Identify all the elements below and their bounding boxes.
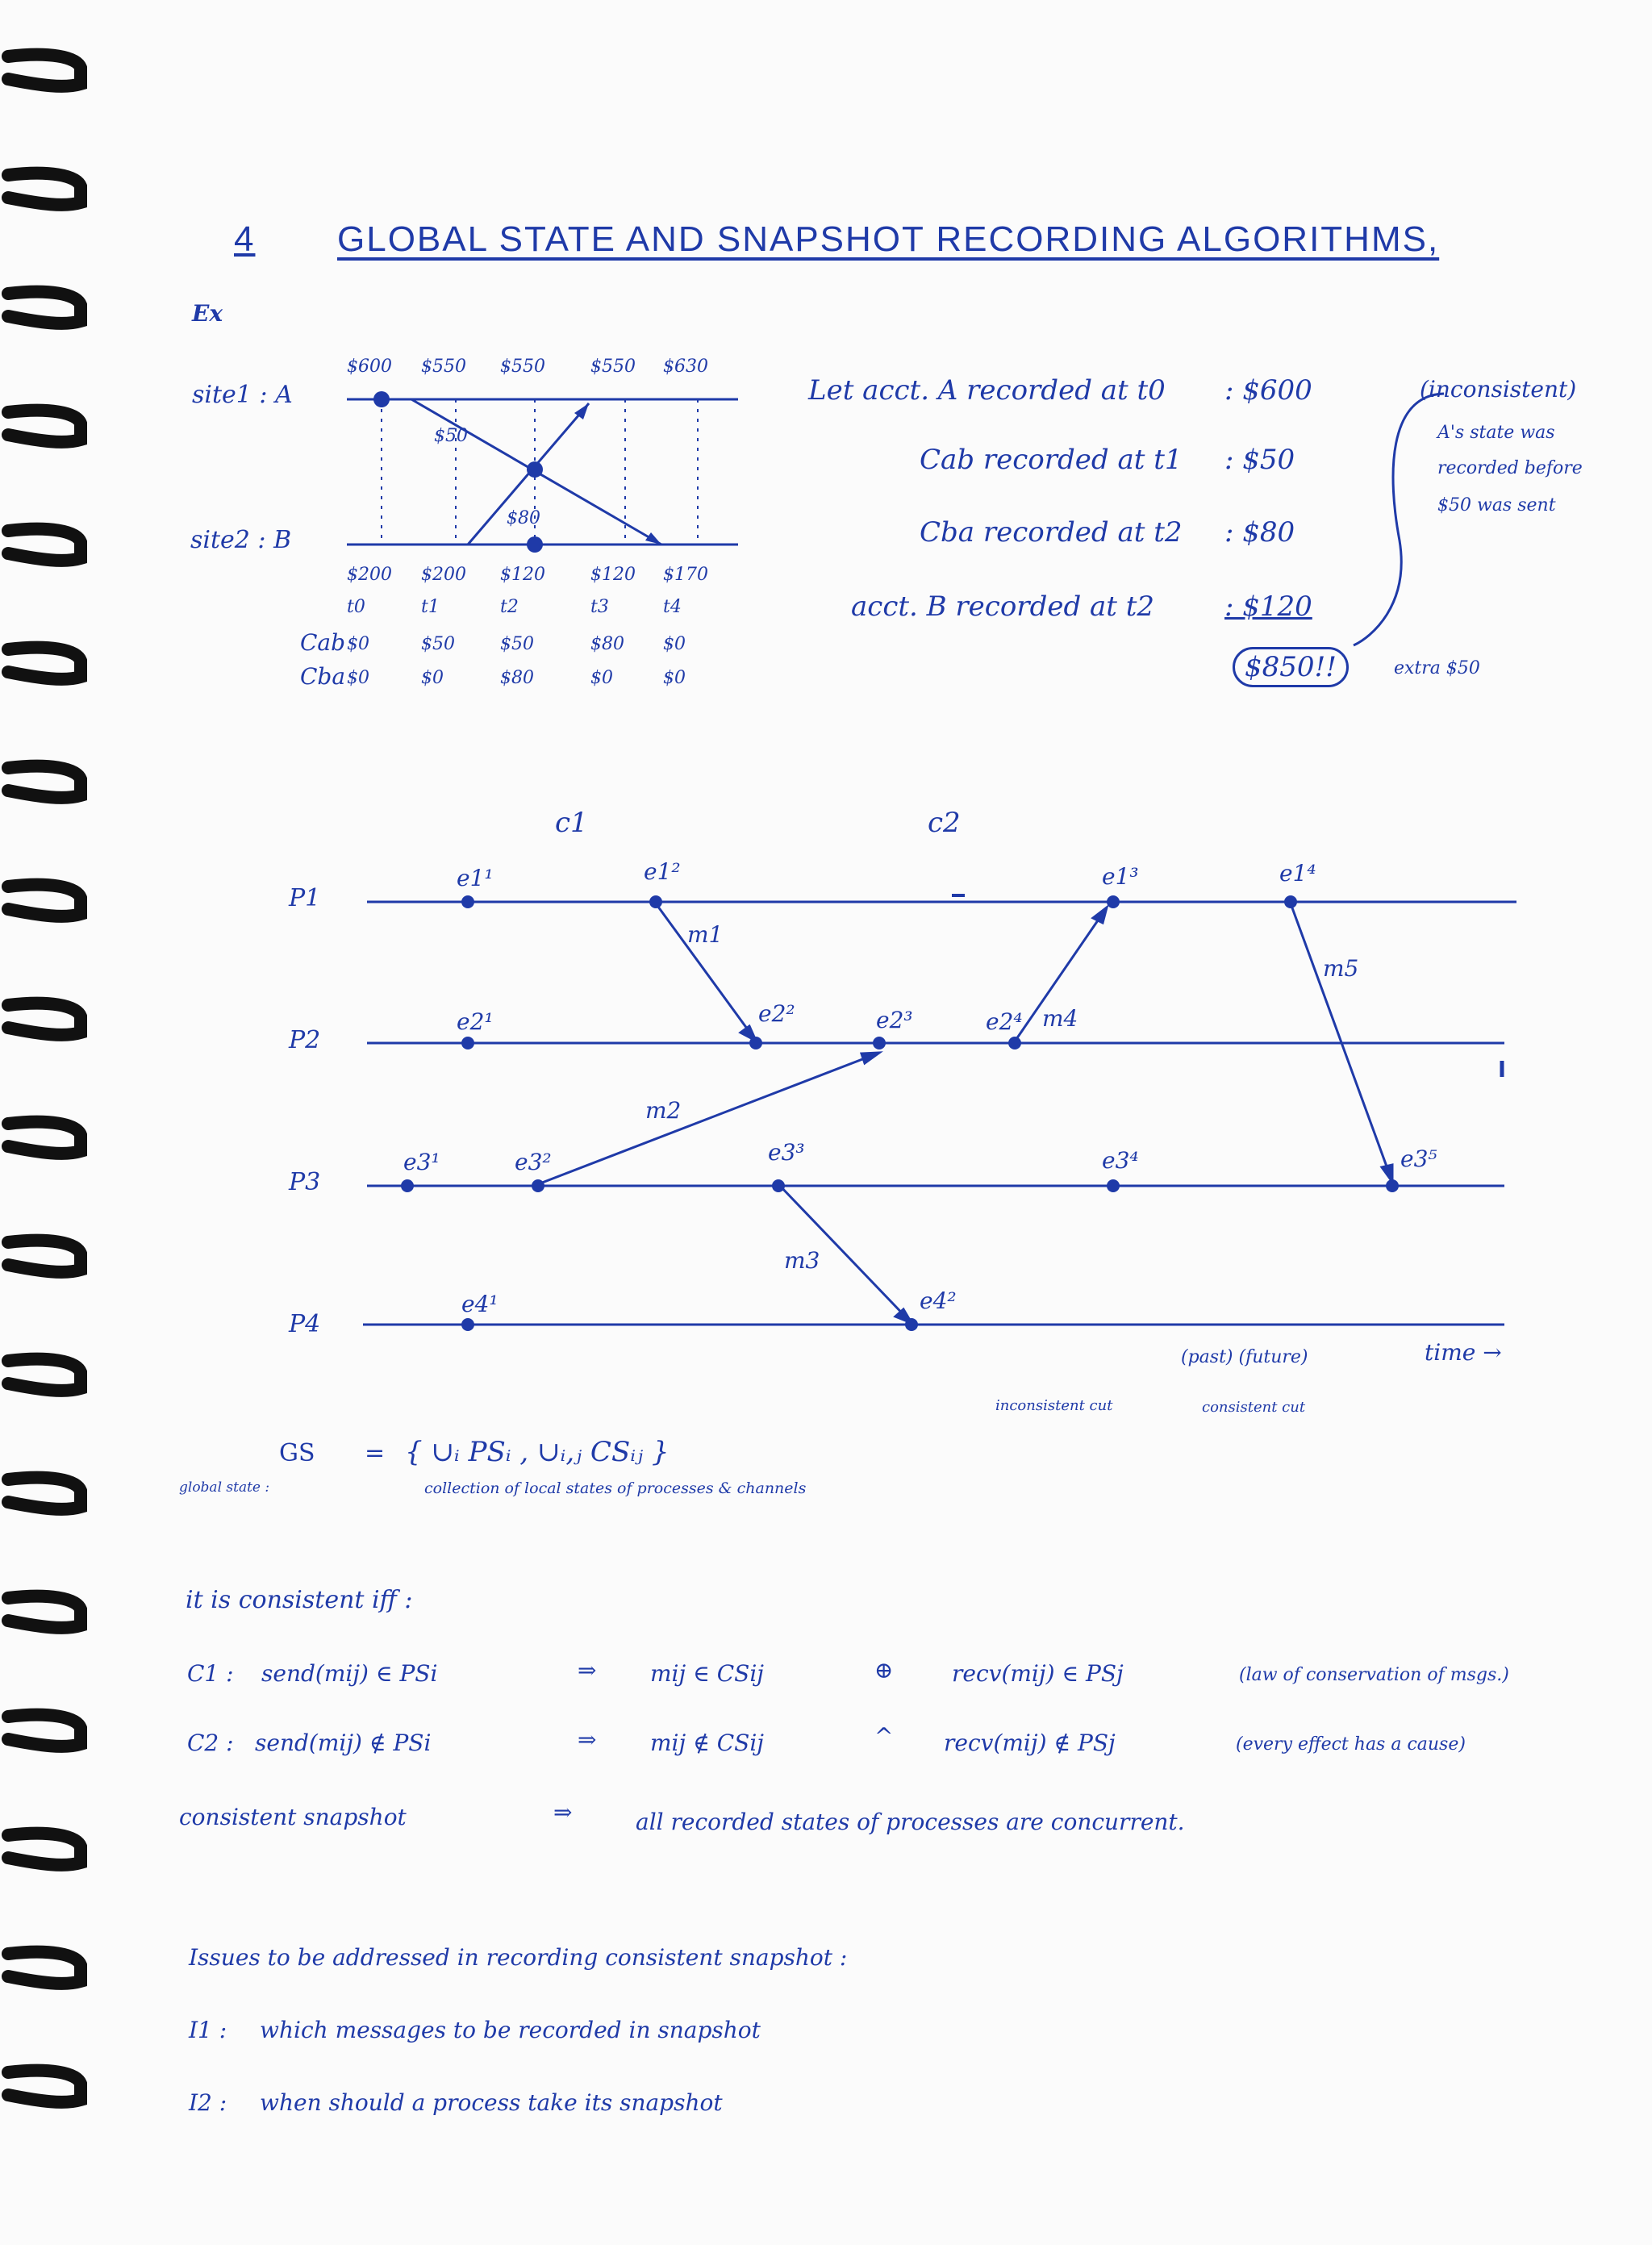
site-a-amount: $550 — [421, 357, 466, 377]
time-label: t2 — [500, 597, 519, 617]
note-line-2: recorded before — [1437, 458, 1583, 478]
inconsistent-note: (inconsistent) — [1420, 376, 1577, 403]
c1-mid: mij ∈ CSij — [650, 1660, 764, 1687]
cba-label: Cba — [300, 663, 346, 690]
time-axis-label: time → — [1425, 1339, 1502, 1366]
event-label-e2-4: e2⁴ — [986, 1008, 1023, 1035]
message-label-m4: m4 — [1042, 1005, 1078, 1032]
cba-value: $0 — [663, 668, 686, 688]
message-label-m5: m5 — [1323, 955, 1359, 982]
cut-label-c2: c2 — [928, 807, 961, 839]
cba-value: $80 — [500, 668, 534, 688]
note-bracket — [1339, 379, 1452, 670]
c1-arrow: ⇒ — [578, 1657, 597, 1684]
spiral-ring — [8, 1952, 81, 1984]
event-e3-1 — [401, 1179, 414, 1192]
issue-1-text: which messages to be recorded in snapshot — [260, 2017, 761, 2043]
cab-value: $50 — [421, 634, 455, 654]
c1-label: C1 : — [187, 1660, 234, 1687]
event-e4-2 — [905, 1318, 918, 1331]
issue-2-label: I2 : — [189, 2089, 227, 2116]
total-value: $850!! — [1233, 647, 1349, 687]
c2-left: send(mij) ∉ PSi — [255, 1730, 432, 1756]
issue-2-text: when should a process take its snapshot — [260, 2089, 723, 2116]
consistency-intro: it is consistent iff : — [186, 1586, 413, 1614]
message-m2 — [538, 1053, 879, 1184]
event-label-e1-1: e1¹ — [457, 865, 494, 891]
c2-label: C2 : — [187, 1730, 234, 1756]
msg-label-ba: $80 — [507, 508, 540, 528]
spiral-ring — [8, 292, 81, 323]
gs-formula: { ∪ᵢ PSᵢ , ∪ᵢ,ⱼ CSᵢⱼ } — [405, 1436, 670, 1468]
message-label-m2: m2 — [645, 1097, 682, 1124]
record-value-2: : $50 — [1224, 444, 1295, 476]
spiral-ring — [8, 411, 81, 442]
site-b-amount: $200 — [347, 565, 392, 585]
c1-right: recv(mij) ∈ PSj — [952, 1660, 1124, 1687]
process-label-p4: P4 — [289, 1310, 321, 1338]
spiral-ring — [8, 1596, 81, 1628]
cba-value: $0 — [347, 668, 369, 688]
space-time-diagram — [0, 791, 1652, 1387]
process-label-p3: P3 — [289, 1168, 321, 1196]
event-e1-1 — [461, 895, 474, 908]
consistent-snapshot-left: consistent snapshot — [179, 1804, 407, 1830]
note-line-1: A's state was — [1437, 423, 1555, 443]
page-title: GLOBAL STATE AND SNAPSHOT RECORDING ALGORITHMS, — [337, 219, 1440, 259]
event-e2-4 — [1008, 1037, 1021, 1049]
event-label-e3-5: e3⁵ — [1400, 1145, 1437, 1172]
spiral-ring — [8, 173, 81, 205]
cab-value: $0 — [663, 634, 686, 654]
gs-equals: = — [365, 1439, 386, 1467]
time-label: t4 — [663, 597, 682, 617]
event-label-e2-2: e2² — [758, 1000, 795, 1027]
message-label-m1: m1 — [687, 921, 724, 948]
record-line-3: Cba recorded at t2 — [920, 516, 1183, 549]
event-label-e3-2: e3² — [515, 1149, 552, 1175]
c2-arrow: ⇒ — [578, 1726, 597, 1753]
inconsistent-cut-label: inconsistent cut — [995, 1397, 1113, 1414]
time-label: t3 — [590, 597, 609, 617]
record-line-1: Let acct. A recorded at t0 — [808, 374, 1166, 407]
record-line-4: acct. B recorded at t2 — [851, 590, 1155, 623]
extra-note: extra $50 — [1394, 658, 1480, 678]
event-e1-4 — [1284, 895, 1297, 908]
process-label-p2: P2 — [289, 1026, 321, 1054]
event-e3-2 — [532, 1179, 544, 1192]
c1-left: send(mij) ∈ PSi — [261, 1660, 438, 1687]
message-label-m3: m3 — [784, 1247, 820, 1274]
event-e1-2 — [649, 895, 662, 908]
cab-value: $50 — [500, 634, 534, 654]
example-mark: Ex — [192, 300, 223, 327]
collection-note: collection of local states of processes & channels — [424, 1479, 807, 1497]
event-e2-1 — [461, 1037, 474, 1049]
event-e3-5 — [1386, 1179, 1399, 1192]
site-b-amount: $120 — [500, 565, 545, 585]
event-e3-3 — [772, 1179, 785, 1192]
consistent-cut-label: consistent cut — [1202, 1399, 1306, 1416]
time-label: t0 — [347, 597, 365, 617]
cut-label-c1: c1 — [555, 807, 588, 839]
record-value-4: : $120 — [1224, 590, 1312, 623]
record-value-1: : $600 — [1224, 374, 1312, 407]
record-event-b — [527, 536, 543, 553]
site-a-amount: $550 — [590, 357, 636, 377]
issue-1-label: I1 : — [189, 2017, 227, 2043]
event-e2-2 — [749, 1037, 762, 1049]
record-event-cab — [527, 461, 543, 478]
event-label-e1-2: e1² — [644, 858, 681, 885]
event-label-e3-3: e3³ — [768, 1139, 805, 1166]
c2-mid: mij ∉ CSij — [650, 1730, 764, 1756]
site-b-amount: $120 — [590, 565, 636, 585]
spiral-ring — [8, 648, 81, 679]
spiral-ring — [8, 2071, 81, 2102]
event-label-e4-2: e4² — [920, 1287, 957, 1314]
chapter-number: 4 — [234, 219, 256, 259]
event-e3-4 — [1107, 1179, 1120, 1192]
event-label-e4-1: e4¹ — [461, 1291, 499, 1317]
c2-note: (every effect has a cause) — [1236, 1734, 1466, 1755]
record-line-2: Cab recorded at t1 — [920, 444, 1183, 476]
site2-label: site2 : B — [190, 526, 292, 554]
spiral-ring — [8, 1834, 81, 1865]
cab-value: $80 — [590, 634, 624, 654]
site-a-amount: $550 — [500, 357, 545, 377]
gs-label: GS — [279, 1439, 315, 1467]
cba-value: $0 — [590, 668, 613, 688]
event-e2-3 — [873, 1037, 886, 1049]
event-label-e1-3: e1³ — [1102, 863, 1139, 890]
spiral-ring — [8, 1715, 81, 1746]
c1-note: (law of conservation of msgs.) — [1239, 1665, 1509, 1685]
event-label-e3-4: e3⁴ — [1102, 1147, 1139, 1174]
event-label-e3-1: e3¹ — [403, 1149, 440, 1175]
spiral-ring — [8, 529, 81, 561]
msg-label-ab: $50 — [434, 426, 468, 446]
cba-value: $0 — [421, 668, 444, 688]
c2-right: recv(mij) ∉ PSj — [944, 1730, 1116, 1756]
spiral-ring — [8, 55, 81, 86]
event-e1-3 — [1107, 895, 1120, 908]
site-a-amount: $600 — [347, 357, 392, 377]
event-label-e2-3: e2³ — [876, 1007, 913, 1033]
time-label: t1 — [421, 597, 440, 617]
site-b-amount: $200 — [421, 565, 466, 585]
consistent-snapshot-right: all recorded states of processes are concurrent. — [636, 1809, 1185, 1835]
event-label-e1-4: e1⁴ — [1279, 860, 1316, 887]
cab-value: $0 — [347, 634, 369, 654]
consistent-snapshot-arrow: ⇒ — [553, 1799, 573, 1826]
cab-label: Cab — [300, 629, 346, 656]
past-future-label: (past) (future) — [1181, 1347, 1308, 1367]
global-state-note: global state : — [179, 1479, 270, 1496]
event-label-e2-1: e2¹ — [457, 1008, 494, 1035]
c2-op: ^ — [874, 1723, 894, 1750]
c1-op: ⊕ — [874, 1657, 894, 1684]
site-b-amount: $170 — [663, 565, 708, 585]
event-e4-1 — [461, 1318, 474, 1331]
record-event-a — [373, 391, 390, 407]
spiral-ring — [8, 1478, 81, 1509]
site-a-amount: $630 — [663, 357, 708, 377]
issues-heading: Issues to be addressed in recording consistent snapshot : — [189, 1944, 848, 1971]
process-label-p1: P1 — [289, 884, 321, 912]
site1-label: site1 : A — [192, 381, 293, 409]
note-line-3: $50 was sent — [1437, 495, 1556, 515]
record-value-3: : $80 — [1224, 516, 1295, 549]
